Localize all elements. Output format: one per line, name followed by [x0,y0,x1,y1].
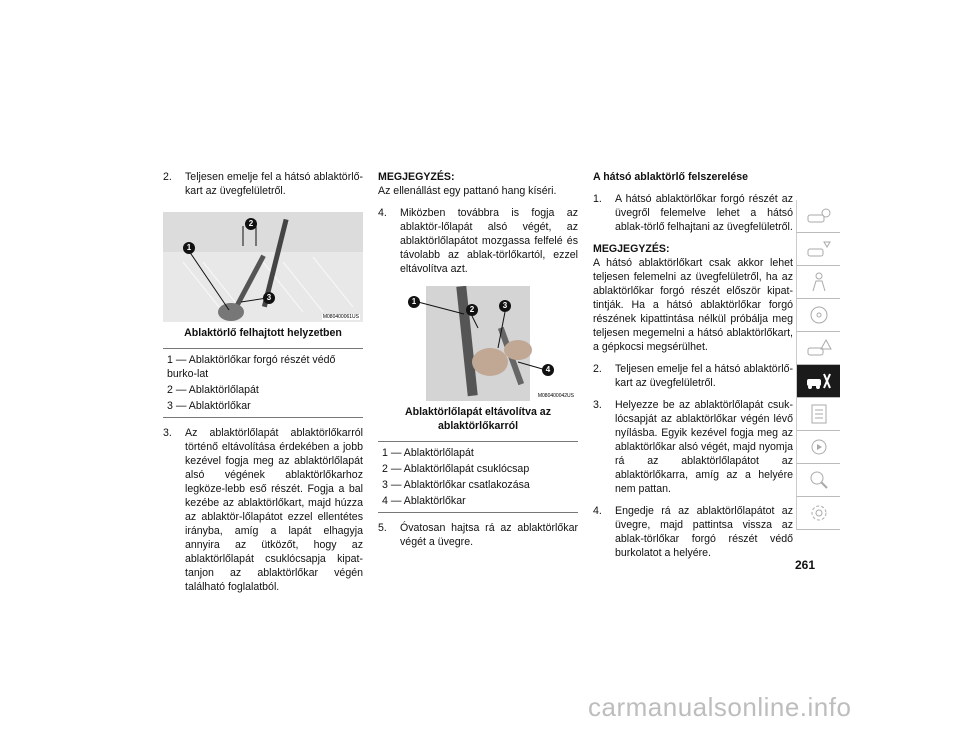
page-number: 261 [795,558,816,572]
step-text: Teljesen emelje fel a hátsó ablaktörlő-kart az üvegfelületről. [185,171,363,197]
figure-code: M080400061US [322,314,359,320]
note-text: Az ellenállást egy pattanó hang kíséri. [378,185,557,197]
callout-2: 2 [245,218,257,230]
legend-item: 4 — Ablaktörlőkar [382,495,466,507]
column-3 [593,170,793,568]
callout-4: 4 [542,364,554,376]
checklist-icon [806,403,832,425]
step-2 [163,170,363,198]
wiper-raised-illustration [163,212,363,322]
tab-steering[interactable] [796,299,840,332]
legend-item: 3 — Ablaktörlőkar [167,400,251,412]
figure-code: M080400042US [537,393,574,399]
car-wrench-icon [806,370,832,392]
step-text: Helyezze be az ablaktörlőlapát csuk-lócsapját az ablaktörlőkar végén lévő nyílásba. Egyik kezével fogja meg az ablaktörlőkar alsó végét, majd nyomja rá az ablaktörlőlapátot az ablaktörlőkarra, amíg az a helyére nem pattan. [615,399,793,495]
legend-item: 1 — Ablaktörlőkar forgó részét védő burko-lat [167,354,336,380]
legend-item: 3 — Ablaktörlőkar csatlakozása [382,479,530,491]
callout-3: 3 [499,300,511,312]
callout-1: 1 [183,242,195,254]
figure-blade-removed [378,286,578,401]
callout-2: 2 [466,304,478,316]
tab-car-warning[interactable] [796,332,840,365]
step-number: 1. [593,193,602,205]
step-number: 2. [593,363,602,375]
figure-legend [378,441,578,513]
legend-item: 2 — Ablaktörlőlapát csuklócsap [382,463,530,475]
tab-checklist[interactable] [796,398,840,431]
watermark: carmanualsonline.info [588,692,852,722]
step-number: 2. [163,171,172,183]
step-number: 3. [163,427,172,439]
legend-item: 2 — Ablaktörlőlapát [167,384,259,396]
step-number: 4. [378,207,387,219]
car-gauge-icon [806,205,832,227]
figure-wiper-raised [163,212,363,322]
figure-legend [163,348,363,418]
step-text: Teljesen emelje fel a hátsó ablaktörlő-kart az üvegfelületről. [615,363,793,389]
figure-caption: Ablaktörlő felhajtott helyzetben [184,327,342,339]
step-text: Miközben továbbra is fogja az ablaktör-lőlapát alsó végét, az ablaktörlőlapátot mozgassa felfelé és távolabb az ablak-törlőkartól, ezzel eltávolítva azt. [400,207,578,275]
tab-search[interactable] [796,464,840,497]
step-3 [163,426,363,594]
figure-caption: Ablaktörlőlapát eltávolítva az ablaktörlőkarról [404,406,551,432]
callout-3: 3 [263,292,275,304]
step-text: Az ablaktörlőlapát ablaktörlőkarról történő eltávolítása érdekében a jobb kezével fogja meg az ablaktörlőlapát alsó végének ablaktörlőkarhoz legköze-lebb eső részét. Fogja a bal kezébe az ablaktörlőkart, majd húzza az ablaktör-lőlapátot ezzel ellentétes irányba, amíg a lapát elhagyja annyira az ütközőt, hogy az ablaktörlőlapát csuklócsapja kipat-tanjon az ablaktörlőkar végén található foglalatból. [185,427,363,593]
car-warning-icon [806,337,832,359]
seatbelt-person-icon [806,271,832,293]
step-4 [378,206,578,276]
tab-car-wrench[interactable] [796,365,840,398]
step-number: 5. [378,522,387,534]
step-text: Óvatosan hajtsa rá az ablaktörlőkar végét a üvegre. [400,522,578,548]
tab-language[interactable] [796,497,840,530]
gear-language-icon [806,502,832,524]
column-1 [163,170,363,602]
callout-1: 1 [408,296,420,308]
step-text: Engedje rá az ablaktörlőlapátot az üvegre, majd pattintsa vissza az ablak-törlőkar forgó részét védő burkolatot a helyére. [615,505,793,559]
column-2 [378,170,578,557]
car-signal-icon [806,238,832,260]
step-number: 3. [593,399,602,411]
legend-item: 1 — Ablaktörlőlapát [382,447,474,459]
tab-media[interactable] [796,431,840,464]
step-4 [593,504,793,560]
tab-car-gauge[interactable] [796,200,840,233]
note-text: A hátsó ablaktörlőkart csak akkor lehet teljesen felemelni az üvegfelületről, ha az ablaktörlőkar forgó részét először kipat-tintják. Ha a hátsó ablaktörlőkar forgó részének kipattintása nélkül próbálja meg teljesen megemelni a hátsó ablaktörlőkart, a gépkocsi megsérülhet. [593,257,793,353]
note-title: MEGJEGYZÉS: [593,243,670,255]
step-5 [378,521,578,549]
step-3 [593,398,793,496]
tab-car-signal[interactable] [796,233,840,266]
section-title: A hátsó ablaktörlő felszerelése [593,171,749,183]
note-title: MEGJEGYZÉS: [378,171,455,183]
chapter-tabs [796,200,840,530]
step-2 [593,362,793,390]
step-number: 4. [593,505,602,517]
steering-wheel-icon [806,304,832,326]
media-icon [806,436,832,458]
magnifier-icon [806,469,832,491]
step-text: A hátsó ablaktörlőkar forgó részét az üvegről felemelve lehet a hátsó ablak-törlő felhajtani az üvegfelületről. [615,193,793,233]
tab-seatbelt[interactable] [796,266,840,299]
step-1 [593,192,793,234]
